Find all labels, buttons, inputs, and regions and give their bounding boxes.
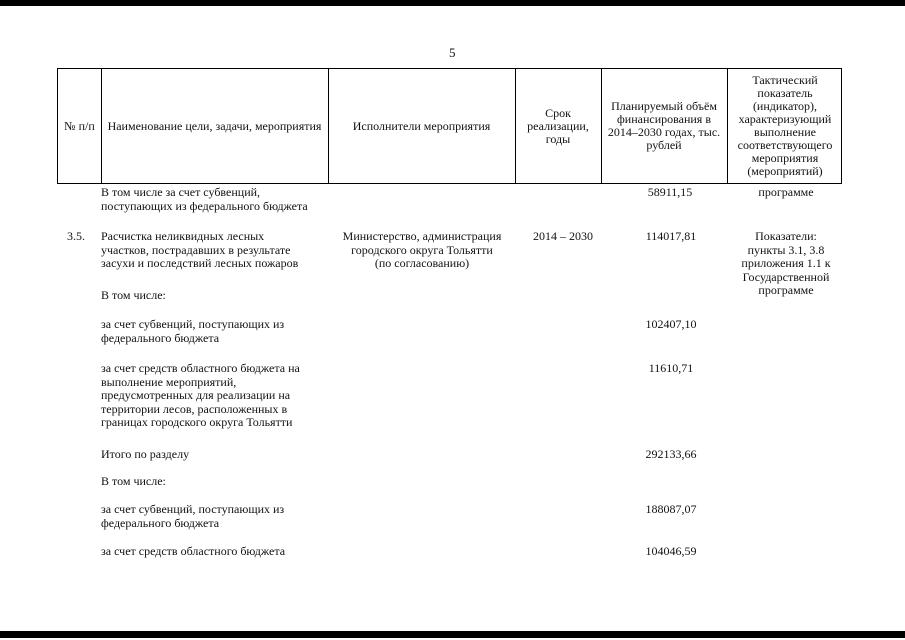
header-col-executors: Исполнители мероприятия xyxy=(352,118,491,133)
row2-name: Расчистка неликвидных лесных участков, пострадавших в результате засухи и последствий лесных пожаров xyxy=(101,229,299,270)
row6-financing: 292133,66 xyxy=(645,447,697,461)
row2-term: 2014 – 2030 xyxy=(533,229,593,243)
row3-name: В том числе: xyxy=(101,288,166,302)
row1-name: В том числе за счет субвенций, поступающих из федерального бюджета xyxy=(101,185,308,213)
row8-name: за счет субвенций, поступающих из федерального бюджета xyxy=(101,502,285,530)
header-col-number: № п/п xyxy=(64,118,95,133)
row4-financing: 102407,10 xyxy=(645,317,697,331)
row5-name: за счет средств областного бюджета на выполнение мероприятий, предусмотренных для реализации на территории лесов, расположенных в границах городского округа Тольятти xyxy=(101,361,300,429)
header-col-name: Наименование цели, задачи, мероприятия xyxy=(107,118,322,133)
table-header xyxy=(57,68,842,184)
row1-indicator: программе xyxy=(758,185,814,199)
scan-top-border xyxy=(0,0,905,6)
row4-name: за счет субвенций, поступающих из федерального бюджета xyxy=(101,317,285,345)
row7-name: В том числе: xyxy=(101,474,166,488)
row5-financing: 11610,71 xyxy=(648,361,694,375)
row6-name: Итого по разделу xyxy=(101,447,190,461)
page-number: 5 xyxy=(449,45,456,60)
scan-bottom-border xyxy=(0,631,905,638)
row9-financing: 104046,59 xyxy=(645,544,697,558)
row2-financing: 114017,81 xyxy=(645,229,697,243)
row2-executors: Министерство, администрация городского округа Тольятти (по согласованию) xyxy=(342,229,502,270)
row1-financing: 58911,15 xyxy=(647,185,693,199)
row9-name: за счет средств областного бюджета xyxy=(101,544,286,558)
row2-number: 3.5. xyxy=(67,229,85,243)
header-col-indicator: Тактический показатель (индикатор), характеризующий выполнение соответствующего мероприятия (мероприятий) xyxy=(737,73,833,178)
row8-financing: 188087,07 xyxy=(645,502,697,516)
header-col-financing: Планируемый объём финансирования в 2014–2030 годах, тыс. рублей xyxy=(607,99,721,152)
row2-indicator: Показатели: пункты 3.1, 3.8 приложения 1.1 к Государственной программе xyxy=(741,229,831,297)
header-col-term: Срок реализации, годы xyxy=(527,105,589,146)
